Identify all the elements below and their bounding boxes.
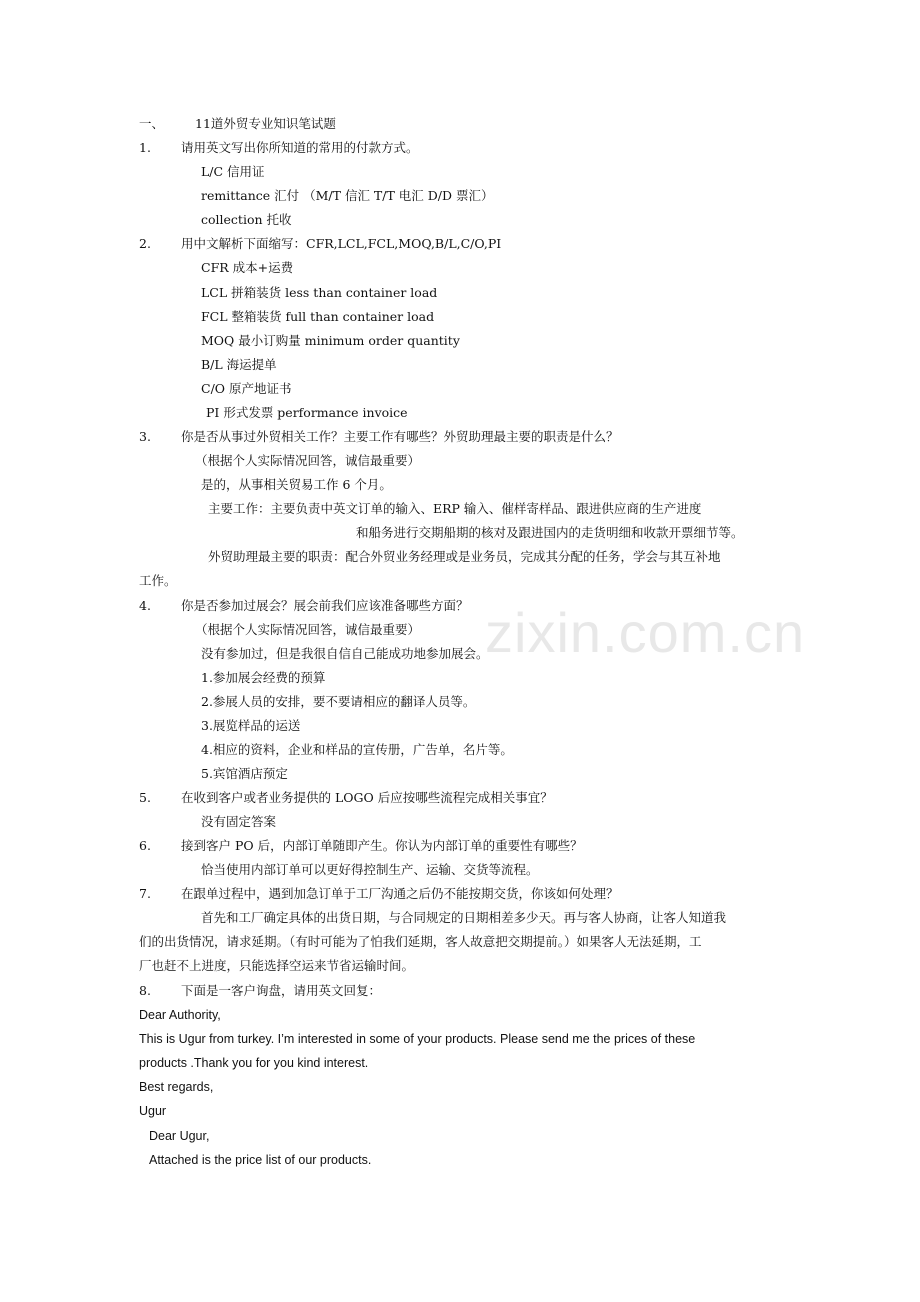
question-1-text: 请用英文写出你所知道的常用的付款方式。	[181, 140, 419, 155]
answer-line: 是的，从事相关贸易工作 6 个月。	[201, 477, 392, 492]
answer-note: （根据个人实际情况回答，诚信最重要）	[195, 453, 421, 468]
answer-line: collection 托收	[201, 212, 292, 227]
section-number: 一、	[139, 116, 165, 131]
answer-line: L/C 信用证	[201, 164, 265, 179]
letter-line: products .Thank you for you kind interest.	[139, 1056, 369, 1070]
question-4-text: 你是否参加过展会？展会前我们应该准备哪些方面？	[181, 598, 469, 613]
question-2-number: 2.	[139, 236, 151, 251]
watermark: zixin.com.cn	[485, 601, 806, 664]
question-7-text: 在跟单过程中，遇到加急订单于工厂沟通之后仍不能按期交货，你该如何处理？	[181, 886, 619, 901]
question-8-text: 下面是一客户询盘，请用英文回复：	[181, 983, 382, 998]
answer-line: LCL 拼箱装货 less than container load	[201, 285, 438, 300]
answer-line: 和船务进行交期船期的核对及跟进国内的走货明细和收款开票细节等。	[356, 525, 744, 540]
question-2-text: 用中文解析下面缩写：CFR,LCL,FCL,MOQ,B/L,C/O,PI	[181, 236, 502, 251]
answer-line: PI 形式发票 performance invoice	[206, 405, 408, 420]
answer-line: 首先和工厂确定具体的出货日期，与合同规定的日期相差多少天。再与客人协商，让客人知道我	[201, 910, 727, 925]
list-item: 5.宾馆酒店预定	[201, 766, 288, 781]
answer-line: C/O 原产地证书	[201, 381, 292, 396]
letter-line: Dear Authority,	[139, 1008, 221, 1022]
question-1-number: 1.	[139, 140, 151, 155]
answer-line: CFR 成本+运费	[201, 260, 294, 275]
letter-line: Best regards,	[139, 1080, 214, 1094]
answer-line: 主要工作：主要负责中英文订单的输入、ERP 输入、催样寄样品、跟进供应商的生产进度	[208, 501, 702, 516]
answer-line: B/L 海运提单	[201, 357, 277, 372]
answer-line: FCL 整箱装货 full than container load	[201, 309, 435, 324]
question-6-number: 6.	[139, 838, 151, 853]
answer-line: 厂也赶不上进度，只能选择空运来节省运输时间。	[139, 958, 415, 973]
question-3-number: 3.	[139, 429, 151, 444]
section-title: 11道外贸专业知识笔试题	[195, 116, 336, 131]
letter-line: This is Ugur from turkey. I’m interested in some of your products. Please send me the prices of these	[139, 1032, 696, 1046]
answer-line: 没有参加过，但是我很自信自己能成功地参加展会。	[201, 646, 489, 661]
question-7-number: 7.	[139, 886, 151, 901]
answer-line: 们的出货情况，请求延期。（有时可能为了怕我们延期，客人故意把交期提前。）如果客人无法延期，工	[139, 934, 702, 949]
reply-line: Dear Ugur,	[149, 1129, 210, 1143]
question-4-number: 4.	[139, 598, 151, 613]
answer-line: MOQ 最小订购量 minimum order quantity	[201, 333, 460, 348]
question-8-number: 8.	[139, 983, 151, 998]
letter-line: Ugur	[139, 1104, 167, 1118]
answer-line: 恰当使用内部订单可以更好得控制生产、运输、交货等流程。	[201, 862, 539, 877]
question-5-text: 在收到客户或者业务提供的 LOGO 后应按哪些流程完成相关事宜？	[181, 790, 553, 805]
reply-line: Attached is the price list of our products.	[149, 1153, 372, 1167]
question-6-text: 接到客户 PO 后，内部订单随即产生。你认为内部订单的重要性有哪些？	[181, 838, 583, 853]
answer-note: （根据个人实际情况回答，诚信最重要）	[195, 622, 421, 637]
list-item: 1.参加展会经费的预算	[201, 670, 326, 685]
answer-line: 没有固定答案	[201, 814, 277, 829]
question-5-number: 5.	[139, 790, 151, 805]
answer-line: 工作。	[139, 573, 177, 588]
question-3-text: 你是否从事过外贸相关工作？主要工作有哪些？外贸助理最主要的职责是什么？	[181, 429, 619, 444]
answer-line: remittance 汇付 （M/T 信汇 T/T 电汇 D/D 票汇）	[201, 188, 494, 203]
answer-line: 外贸助理最主要的职责：配合外贸业务经理或是业务员，完成其分配的任务，学会与其互补地	[208, 549, 721, 564]
list-item: 2.参展人员的安排，要不要请相应的翻译人员等。	[201, 694, 476, 709]
list-item: 4.相应的资料，企业和样品的宣传册，广告单，名片等。	[201, 742, 513, 757]
list-item: 3.展览样品的运送	[201, 718, 301, 733]
